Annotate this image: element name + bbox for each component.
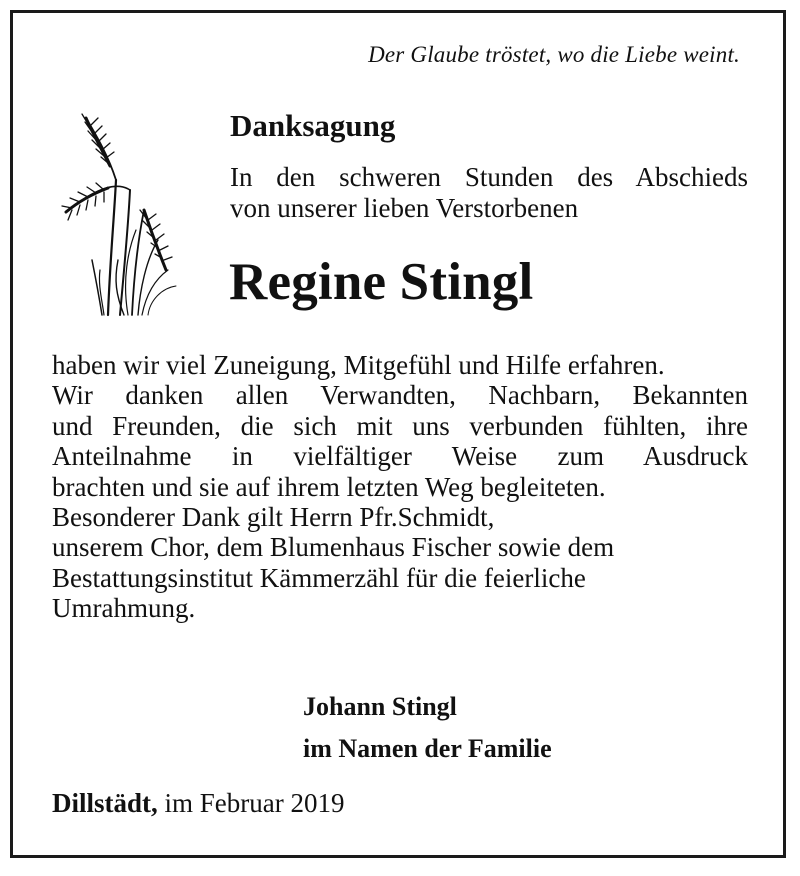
intro-line: von unserer lieben Verstorbenen (230, 193, 579, 223)
signature-family: im Namen der Familie (303, 734, 552, 763)
heading-danksagung: Danksagung (230, 108, 396, 143)
place-date (52, 788, 345, 819)
body-line: unserem Chor, dem Blumenhaus Fischer sowie dem (52, 532, 615, 563)
body-line: Umrahmung. (52, 593, 196, 624)
body-text (52, 350, 748, 624)
body-line: haben wir viel Zuneigung, Mitgefühl und Hilfe erfahren. (52, 350, 665, 380)
intro-text (230, 162, 748, 224)
body-line: und Freunden, die sich mit uns verbunden fühlten, ihre (52, 410, 748, 441)
deceased-name: Regine Stingl (229, 253, 534, 311)
body-line: Anteilnahme in vielfältiger Weise zum Ausdruck (52, 441, 748, 472)
signature-name: Johann Stingl (303, 692, 457, 721)
body-line: brachten und sie auf ihrem letzten Weg begleiteten. (52, 471, 606, 502)
place-name: Dillstädt, (52, 788, 158, 818)
body-line: Bestattungsinstitut Kämmerzähl für die feierliche (52, 562, 586, 593)
body-line: Besonderer Dank gilt Herrn Pfr.Schmidt, (52, 502, 495, 533)
body-line: Wir danken allen Verwandten, Nachbarn, Bekannten (52, 380, 748, 411)
motto-quote: Der Glaube tröstet, wo die Liebe weint. (368, 42, 740, 67)
intro-line: In den schweren Stunden des Abschieds (230, 162, 748, 192)
wheat-ears-icon (58, 110, 182, 320)
date-text: im Februar 2019 (164, 788, 345, 818)
